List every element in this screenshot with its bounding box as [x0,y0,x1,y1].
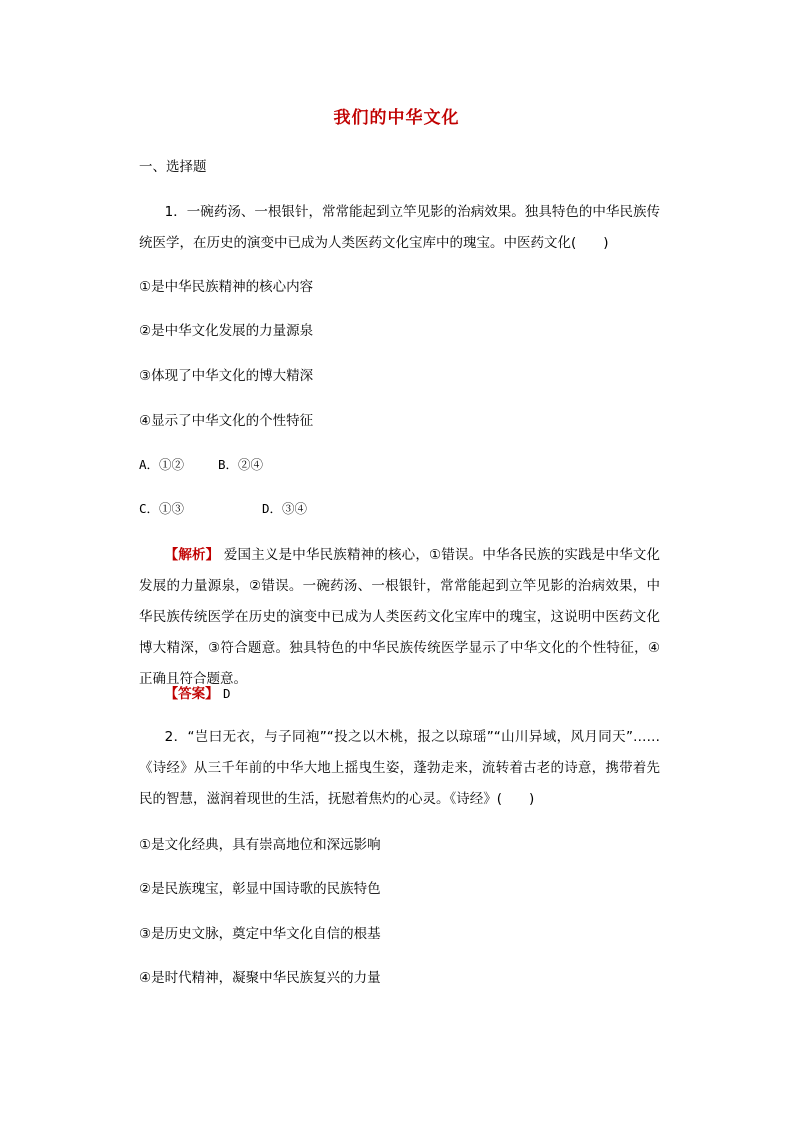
question-1-stem: 1．一碗药汤、一根银针，常常能起到立竿见影的治病效果。独具特色的中华民族传统医学，在历史的演变中已成为人类医药文化宝库中的瑰宝。中医药文化( ) [139,204,660,251]
q2-option-item-2: ②是民族瑰宝，彰显中国诗歌的民族特色 [139,881,381,897]
page-title: 我们的中华文化 [333,108,460,128]
q1-choice-d: D．③④ [262,501,308,516]
section-heading: 一、选择题 [139,159,207,175]
question-2-stem: 2．“岂曰无衣，与子同袍”“投之以木桃，报之以琼瑶”“山川异域，风月同天”……《诗经》从三千年前的中华大地上摇曳生姿，蓬勃走来，流转着古老的诗意，携带着先民的智慧，滋润着现世的生活，抚慰着焦灼的心灵。《诗经》( ) [139,729,660,807]
answer-tag: 【答案】 [164,686,219,702]
q2-option-item-1: ①是文化经典，具有崇高地位和深远影响 [139,837,381,853]
q1-choice-a: A．①② [139,457,185,472]
q2-option-item-3: ③是历史文脉，奠定中华文化自信的根基 [139,926,381,942]
analysis-text: 爱国主义是中华民族精神的核心，①错误。中华各民族的实践是中华文化发展的力量源泉，②错误。一碗药汤、一根银针，常常能起到立竿见影的治病效果，中华民族传统医学在历史的演变中已成为人类医药文化宝库中的瑰宝，这说明中医药文化博大精深，③符合题意。独具特色的中华民族传统医学显示了中华文化的个性特征，④正确且符合题意。 [139,547,661,687]
answer-text: D [222,686,231,701]
q1-choices-row-2 [139,499,307,519]
q1-analysis [139,540,660,695]
q2-option-item-4: ④是时代精神，凝聚中华民族复兴的力量 [139,970,381,986]
q1-answer [139,678,660,710]
q1-option-item-4: ④显示了中华文化的个性特征 [139,413,314,429]
q1-choice-c: C．①③ [139,501,185,516]
q1-option-item-1: ①是中华民族精神的核心内容 [139,279,314,295]
q1-choice-b: B．②④ [218,457,264,472]
q1-option-item-3: ③体现了中华文化的博大精深 [139,368,314,384]
q1-choices-row-1 [139,455,263,475]
q1-option-item-2: ②是中华文化发展的力量源泉 [139,323,314,339]
analysis-tag: 【解析】 [164,547,220,563]
